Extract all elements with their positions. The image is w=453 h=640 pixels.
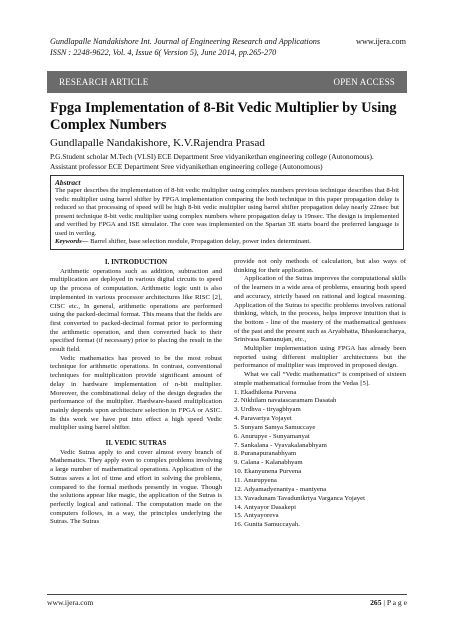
paper-title: Fpga Implementation of 8-Bit Vedic Multiplier by Using Complex Numbers (50, 100, 397, 133)
authors: Gundlapalle Nandakishore, K.V.Rajendra Prasad (50, 137, 265, 149)
keywords-text: Barrel shifter, base selection module, Propagation delay, power index determinant. (88, 238, 311, 246)
list-item: 14. Antyayor Dasakepi (234, 503, 297, 511)
paragraph: Application of the Sutras improves the computational skills of the learners in a wide area of problems, ensuring both speed and accuracy, strictly based on rational and logical reasoning. Application of the Sutras to specific problems involves rational thinking, which, in the process, helps improve intuition that is the bottom - line of the mastery of the mathematical geniuses of the past and the present such as Aryabhatta, Bhaskaracharya, Srinivasa Ramanujan, etc., (234, 275, 406, 344)
list-item: 1. Ekadhikena Purvena (234, 388, 297, 396)
list-item: 15. Antyayoreva (234, 512, 279, 520)
keywords-label: Keywords— (55, 238, 89, 246)
affiliations (50, 152, 420, 172)
paragraph: Vedic mathematics has proved to be the most robust technique for arithmetic operations. In contrast, conventional techniques for multiplication provide significant amount of delay in hardware implementation of n-bit multiplier. Moreover, the combinational delay of the design degrades the performance of the multiplier. Hardware-based multiplication mainly depends upon architecture selection in FPGA or ASIC. In this work we have put into effect a high speed Vedic multiplier using barrel shifter. (50, 354, 222, 432)
affiliation-1: P.G.Student scholar M.Tech (VLSI) ECE Department Sree vidyanikethan engineering college (Autonomous). (50, 152, 374, 161)
list-item: 6. Anurupye - Sunyamanyat (234, 432, 310, 440)
journal-header (50, 36, 406, 58)
paragraph: Arithmetic operations such as addition, subtraction and multiplication are deployed in various digital circuits to speed up the process of computation. Arithmetic logic unit is also implemented in various processor architectures like RISC [2], CISC etc., In general, arithmetic operations are performed using the packed-decimal format. This means that the fields are first converted to packed-decimal format prior to performing the arithmetic operation, and then converted back to their specified format (if necessary) prior to placing the result in the result field. (50, 267, 222, 354)
keywords-line (55, 238, 399, 246)
list-item: 2. Nikhilam navatascaramam Dasatah (234, 397, 337, 405)
section-heading-vedic-sutras: II. VEDIC SUTRAS (105, 439, 167, 448)
page-label: | P a g e (381, 598, 407, 607)
list-item: 11. Anurupyena (234, 476, 277, 484)
page-footer (47, 594, 407, 607)
list-item: 3. Urdhva - tiryagbhyam (234, 406, 301, 414)
list-item: 5. Sunyam Samya Samuccaye (234, 423, 316, 431)
paragraph: Multiplier implementation using FPGA has already been reported using different multiplier architectures but the performance of multiplier was improved in proposed design. (234, 345, 406, 370)
section-heading-introduction: I. INTRODUCTION (104, 258, 168, 266)
sutra-list (234, 389, 406, 531)
issn-line: ISSN : 2248-9622, Vol. 4, Issue 6( Version 5), June 2014, pp.265-270 (50, 48, 277, 57)
left-column (50, 258, 222, 527)
footer-website[interactable]: www.ijera.com (47, 598, 94, 607)
abstract-heading: Abstract (55, 178, 81, 187)
list-item: 10. Ekanyunena Purvena (234, 468, 302, 476)
right-column (234, 258, 406, 530)
list-item: 8. Puranapuranabhyam (234, 450, 297, 458)
article-banner (47, 71, 407, 93)
list-item: 13. Yavadunam Tavadunikrtya Varganca Yojayet (234, 494, 365, 502)
list-item: 9. Calana - Kalanabhyam (234, 459, 303, 467)
header-website[interactable]: www.ijera.com (356, 37, 406, 46)
page-num: 265 (370, 598, 382, 607)
affiliation-2: Assistant professor ECE Department Sree vidyanikethan engineering college (Autonomous) (50, 161, 323, 171)
list-item: 16. Gunita Samuccayah. (234, 521, 300, 529)
page-number (370, 598, 407, 607)
abstract-text: The paper describes the implementation of 8-bit vedic multiplier using complex numbers previous technique describes that 8-bit vedic multiplier using barrel shifter by FPGA implementation comparing the both technique in this paper propagation delay is reduced so that processing of speed will be high 8-bit vedic multiplier using barrel shifter propagation delay nearly 22nsec but present technique 8-bit vedic multiplier using complex numbers where propagation delay is 19nsec. The design is implemented and verified by FPGA and ISE simulator. The core was implemented on the Spartan 3E starts board the preferred language is used in verilog. (55, 187, 399, 237)
list-item: 4. Paravartya Yojayet (234, 415, 292, 423)
abstract-box (50, 175, 404, 250)
journal-line: Gundlapalle Nandakishore Int. Journal of Engineering Research and Applications (50, 37, 321, 46)
research-article-label: RESEARCH ARTICLE (59, 77, 149, 87)
open-access-label: OPEN ACCESS (333, 77, 395, 87)
paragraph: provide not only methods of calculation, but also ways of thinking for their application. (234, 258, 406, 274)
paragraph: What we call “Vedic mathematics” is comprised of sixteen simple mathematical formulae from the Vedas [5]. (234, 371, 406, 387)
paragraph: Vedic Sutras apply to and cover almost every branch of Mathematics. They apply even to complex problems involving a large number of mathematical operations. Application of the Sutras saves a lot of time and effort in solving the problems, compared to the formal methods presently in vogue. Though the solutions appear like magic, the application of the Sutras is perfectly logical and rational. The computation made on the computers follows, in a way, the principles underlying the Sutras. The Sutras (50, 448, 222, 526)
list-item: 7. Sankalana - Vyavakalanabhyam (234, 441, 327, 449)
list-item: 12. Adyamadyenantya - mantyena (234, 485, 327, 493)
